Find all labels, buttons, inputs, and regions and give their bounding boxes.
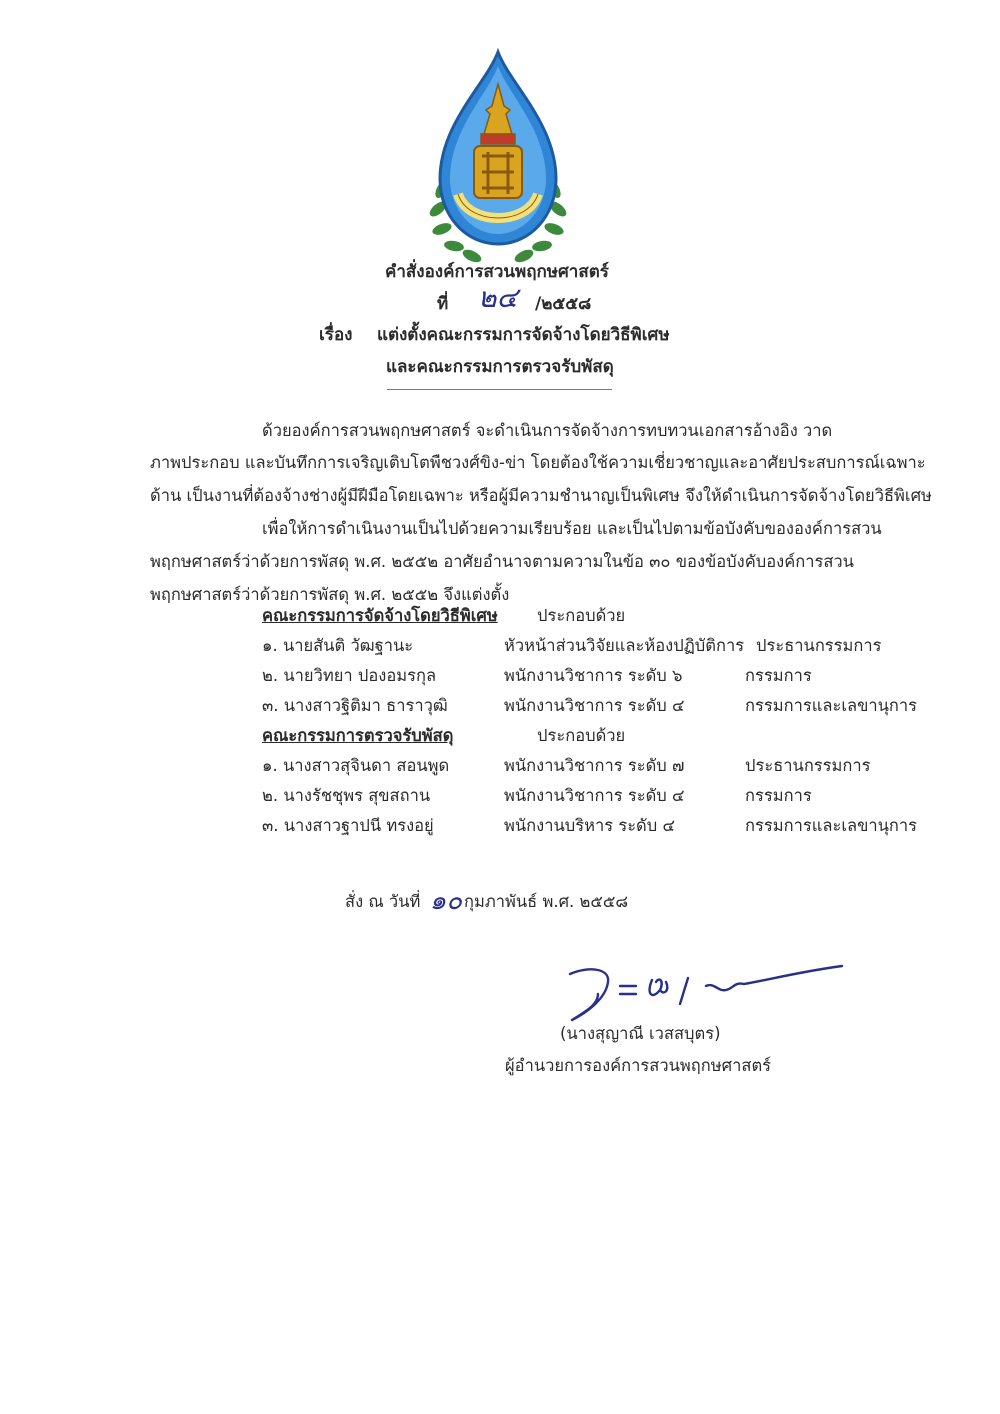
- order-title: คำสั่งองค์การสวนพฤกษศาสตร์: [385, 262, 609, 282]
- signer-name: (นางสุญาณี เวสสบุตร): [560, 1024, 721, 1043]
- committee-2-member-2-position: พนักงานวิชาการ ระดับ ๔: [504, 786, 685, 805]
- committee-2-member-2-name: ๒. นางรัชชุพร สุขสถาน: [262, 786, 431, 805]
- organization-logo: [418, 44, 578, 269]
- committee-1-member-2-name: ๒. นายวิทยา ปองอมรกุล: [262, 666, 437, 685]
- order-number-handwritten: ๒๔: [478, 281, 518, 314]
- subject-line-2: และคณะกรรมการตรวจรับพัสดุ: [386, 357, 614, 377]
- subject-label: เรื่อง: [319, 325, 353, 345]
- committee-1-member-1-role: ประธานกรรมการ: [756, 636, 882, 655]
- botanical-garden-emblem-icon: [418, 44, 578, 269]
- handwritten-signature-icon: [548, 960, 848, 1030]
- order-number-year: /๒๕๕๘: [535, 294, 592, 314]
- order-date: [345, 878, 628, 919]
- committee-1-member-3-role: กรรมการและเลขานุการ: [745, 696, 918, 715]
- committee-1-member-2-position: พนักงานวิชาการ ระดับ ๖: [504, 666, 683, 685]
- paragraph-2-line-2: พฤกษศาสตร์ว่าด้วยการพัสดุ พ.ศ. ๒๕๕๒ อาศัยอำนาจตามความในข้อ ๓๐ ของข้อบังคับองค์การสวน: [150, 552, 854, 571]
- subject-line-1: แต่งตั้งคณะกรรมการจัดจ้างโดยวิธีพิเศษ: [377, 325, 670, 345]
- committee-2-member-1-role: ประธานกรรมการ: [745, 756, 871, 775]
- paragraph-2-line-1: เพื่อให้การดำเนินงานเป็นไปด้วยความเรียบร้อย และเป็นไปตามข้อบังคับขององค์การสวน: [262, 519, 882, 538]
- order-number-label: ที่: [437, 294, 449, 314]
- signer-title: ผู้อำนวยการองค์การสวนพฤกษศาสตร์: [505, 1056, 772, 1075]
- committee-2-member-1-position: พนักงานวิชาการ ระดับ ๗: [504, 756, 685, 775]
- paragraph-1-line-3: ด้าน เป็นงานที่ต้องจ้างช่างผู้มีฝีมือโดยเฉพาะ หรือผู้มีความชำนาญเป็นพิเศษ จึงให้ดำเนินการจัดจ้างโดยวิธีพิเศษ: [150, 486, 932, 505]
- committee-2-member-3-role: กรรมการและเลขานุการ: [745, 816, 918, 835]
- paragraph-1-line-1: ด้วยองค์การสวนพฤกษศาสตร์ จะดำเนินการจัดจ้างการทบทวนเอกสารอ้างอิง วาด: [262, 421, 833, 440]
- header-divider: [387, 389, 612, 390]
- paragraph-2-line-3: พฤกษศาสตร์ว่าด้วยการพัสดุ พ.ศ. ๒๕๕๒ จึงแต่งตั้ง: [150, 585, 510, 604]
- committee-2-title: คณะกรรมการตรวจรับพัสดุ: [262, 726, 454, 745]
- committee-2-member-3-position: พนักงานบริหาร ระดับ ๔: [504, 816, 675, 835]
- paragraph-1-line-2: ภาพประกอบ และบันทึกการเจริญเติบโตพืชวงศ์ขิง-ข่า โดยต้องใช้ความเชี่ยวชาญและอาศัยประสบการณ์เฉพาะ: [150, 453, 926, 472]
- committee-1-member-1-name: ๑. นายสันติ วัฒฐานะ: [262, 636, 414, 655]
- committee-1-member-3-position: พนักงานวิชาการ ระดับ ๔: [504, 696, 685, 715]
- committee-1-member-1-position: หัวหน้าส่วนวิจัยและห้องปฏิบัติการ: [504, 636, 745, 655]
- committee-2-member-3-name: ๓. นางสาวฐาปนี ทรงอยู่: [262, 816, 434, 835]
- committee-1-member-2-role: กรรมการ: [745, 666, 812, 685]
- committee-2-member-2-role: กรรมการ: [745, 786, 812, 805]
- committee-1-composed-of: ประกอบด้วย: [537, 606, 626, 625]
- date-rest: กุมภาพันธ์ พ.ศ. ๒๕๕๘: [463, 892, 629, 911]
- date-day-handwritten: ๑๐: [429, 886, 462, 916]
- committee-2-member-1-name: ๑. นางสาวสุจินดา สอนพูด: [262, 756, 450, 775]
- committee-2-composed-of: ประกอบด้วย: [537, 726, 626, 745]
- committee-1-member-3-name: ๓. นางสาวฐิติมา ธาราวุฒิ: [262, 696, 448, 715]
- committee-1-title: คณะกรรมการจัดจ้างโดยวิธีพิเศษ: [262, 606, 498, 625]
- date-prefix: สั่ง ณ วันที่: [345, 892, 421, 911]
